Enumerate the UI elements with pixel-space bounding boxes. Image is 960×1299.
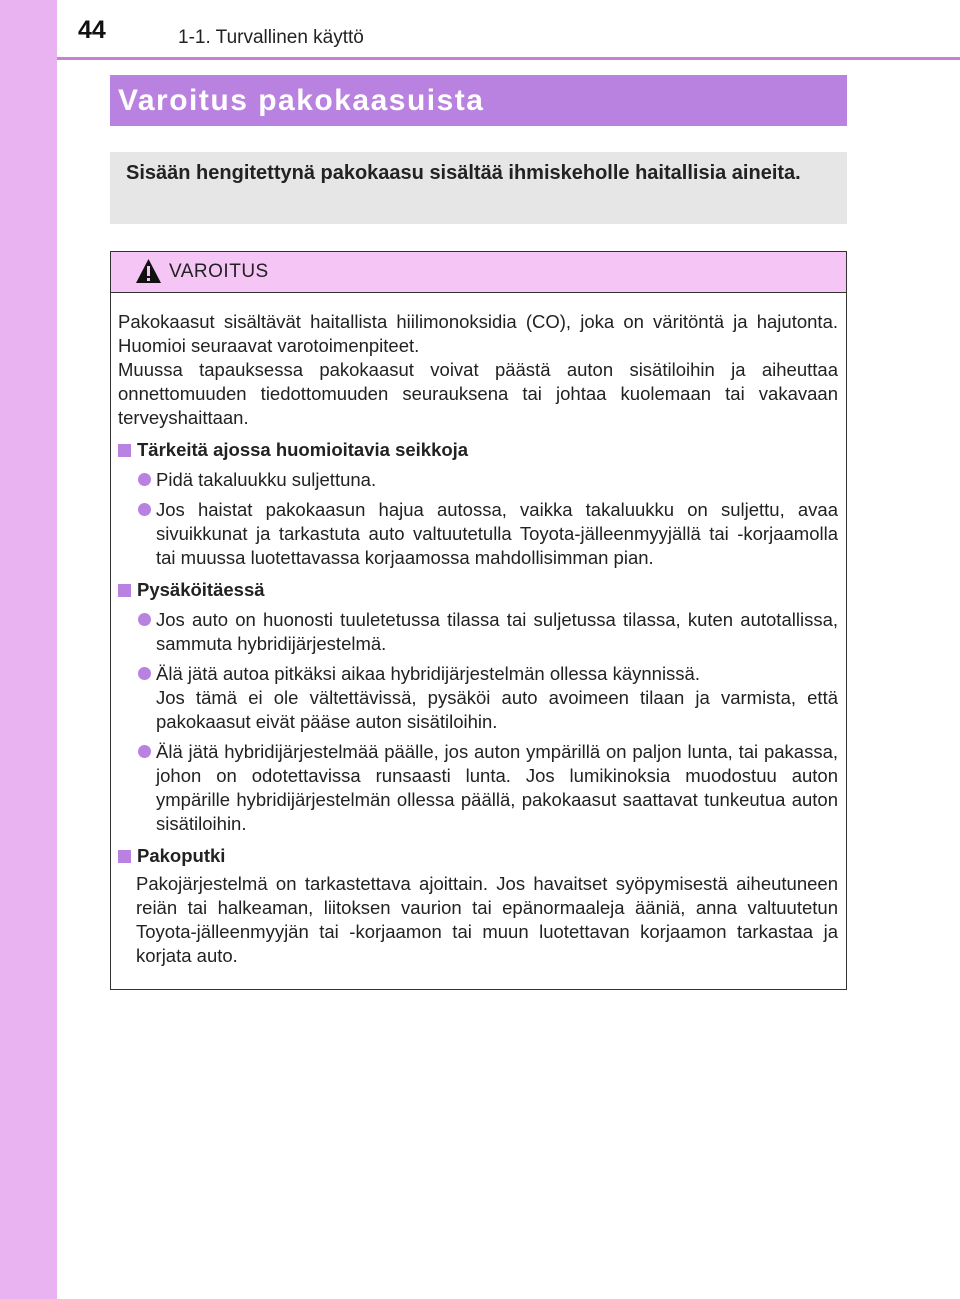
section-heading-exhaust-pipe: [118, 844, 838, 868]
section-title-bar: [110, 75, 847, 126]
page-number: 44: [78, 16, 106, 44]
list-item-text: Älä jätä autoa pitkäksi aikaa hybridijärjestelmän ollessa käynnissä.: [156, 663, 700, 684]
square-bullet-icon: [118, 584, 131, 597]
list-item: [118, 662, 838, 734]
warning-body: [111, 293, 846, 968]
circle-bullet-icon: [138, 503, 151, 516]
section-heading-text: Pysäköitäessä: [137, 579, 265, 600]
section-heading-text: Tärkeitä ajossa huomioitavia seikkoja: [137, 439, 469, 460]
list-item-text: Älä jätä hybridijärjestelmää päälle, jos auton ympärillä on paljon lunta, tai pakassa, johon on odotettavissa runsaasti lunta. Jos lumikinoksia muodostuu auton ympärille hybridijärjestelmän ollessa päällä, pakokaasut saattavat tunkeutua auton sisätiloihin.: [156, 741, 838, 834]
warning-intro: Pakokaasut sisältävät haitallista hiilimonoksidia (CO), joka on väritöntä ja hajutonta. Huomioi seuraavat varotoimenpiteet.: [118, 311, 838, 356]
warning-intro-2: Muussa tapauksessa pakokaasut voivat päästä auton sisätiloihin ja aiheuttaa onnettomuuden tiedottomuuden seurauksena tai johtaa kuolemaan tai vakavaan terveyshaittaan.: [118, 359, 838, 428]
circle-bullet-icon: [138, 667, 151, 680]
section-heading-driving: [118, 438, 838, 462]
list-item-text: Pidä takaluukku suljettuna.: [156, 469, 377, 490]
list-item-text: Jos auto on huonosti tuuletetussa tilassa tai suljetussa tilassa, kuten autotallissa, sammuta hybridijärjestelmä.: [156, 609, 838, 654]
warning-triangle-icon: [135, 258, 162, 284]
header-rule: [57, 57, 960, 60]
warning-box: [110, 251, 847, 990]
section-heading-parking: [118, 578, 838, 602]
side-tab-strip: [0, 0, 57, 1299]
section-title: Varoitus pakokaasuista: [118, 84, 485, 117]
circle-bullet-icon: [138, 473, 151, 486]
square-bullet-icon: [118, 444, 131, 457]
list-item: [118, 740, 838, 836]
chapter-title: 1-1. Turvallinen käyttö: [178, 27, 364, 48]
warning-header: [111, 252, 846, 293]
warning-label: VAROITUS: [169, 261, 269, 282]
list-item: [118, 468, 838, 492]
circle-bullet-icon: [138, 613, 151, 626]
list-item-text: Jos haistat pakokaasun hajua autossa, vaikka takaluukku on suljettu, avaa sivuikkunat ja tarkastuta auto valtuutetulla Toyota-jälleenmyyjällä tai -korjaamolla tai muussa luotettavassa korjaamossa mahdollisimman pian.: [156, 499, 838, 568]
exhaust-pipe-text: Pakojärjestelmä on tarkastettava ajoittain. Jos havaitset syöpymisestä aiheutuneen reiän tai halkeaman, liitoksen vaurion tai epänormaaleja ääniä, anna valtuutetun Toyota-jälleenmyyjän tai -korjaamon tai muun luotettavan korjaamon tarkastaa ja korjata auto.: [136, 873, 838, 966]
summary-box: Sisään hengitettynä pakokaasu sisältää ihmiskeholle haitallisia aineita.: [110, 152, 847, 224]
list-item: [118, 498, 838, 570]
square-bullet-icon: [118, 850, 131, 863]
list-item: [118, 608, 838, 656]
section-heading-text: Pakoputki: [137, 845, 226, 866]
list-item-continuation: Jos tämä ei ole vältettävissä, pysäköi auto avoimeen tilaan ja varmista, että pakokaasut eivät pääse auton sisätiloihin.: [156, 687, 838, 732]
circle-bullet-icon: [138, 745, 151, 758]
